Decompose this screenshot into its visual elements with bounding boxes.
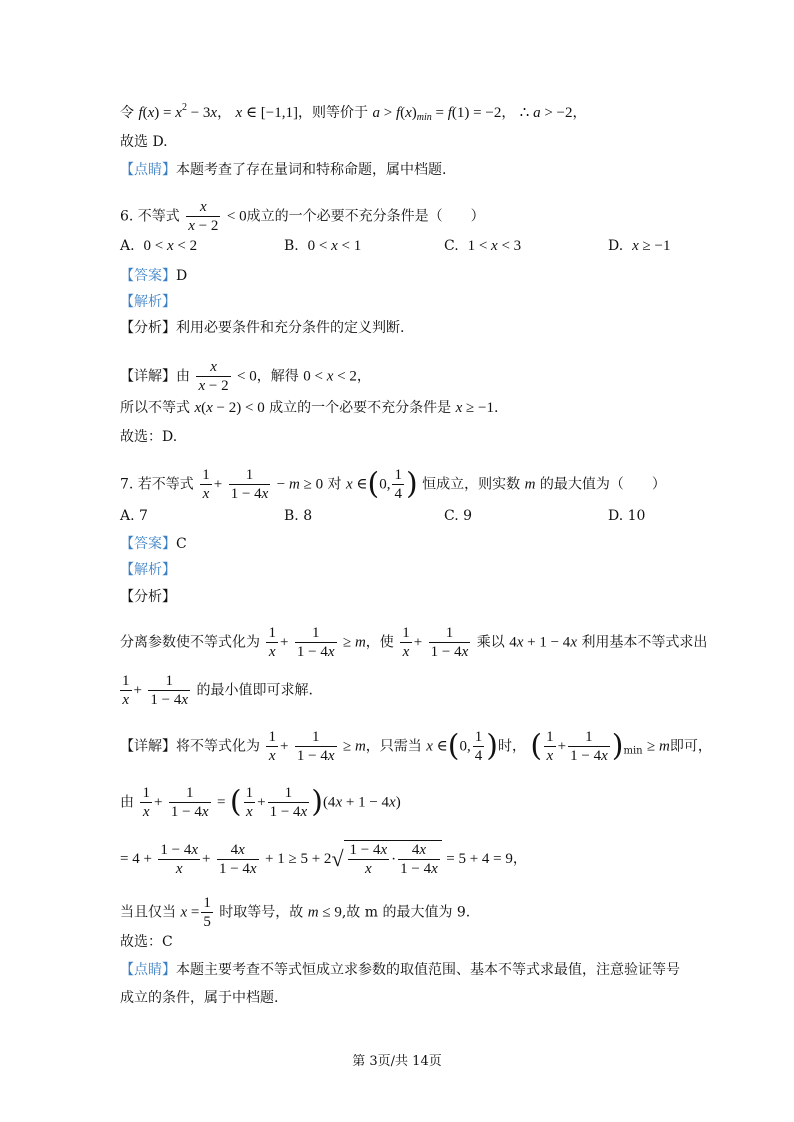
analysis-7-line1: 分离参数使不等式化为 $\frac{1}{x}$ + $\frac{1}{1 - 4x}$ ≥ m，使 $\frac{1}{x}$ + $\frac{1}{1 - 4x}$ 乘以 4x + 1 − 4x 利用基本不等式求出 [120, 625, 708, 660]
math: $f(x) = x^2 - 3x$ [138, 102, 218, 121]
jiexi-7: 【解析】 [120, 562, 176, 578]
option-d7: D. 10 [608, 508, 646, 524]
page-footer: 第 3页/共 14页 [352, 1054, 442, 1069]
answer-6: 【答案】D [120, 268, 188, 284]
option-a: A. 0 < x < 2 [120, 238, 198, 254]
line-3: 【点睛】本题考查了存在量词和特称命题，属中档题. [120, 162, 447, 178]
detail-6: 【详解】由 $\frac{x}{x - 2}$ < 0，解得 0 < x < 2， [120, 359, 371, 394]
detail-7: 【详解】将不等式化为 $\frac{1}{x}$ + $\frac{1}{1 - 4x}$ ≥ m，只需当 x ∈(0, $\frac{1}{4}$ )时， ( $\frac{1}{x}$ + $\frac{1}{1 - 4x}$ )$_{min} \ge m$即可， [120, 728, 712, 764]
choose-7: 故选：C [120, 934, 173, 950]
question-7: 7. 若不等式 $\frac{1}{x}$ + $\frac{1}{1 - 4x}$ − m ≥ 0 对 x ∈(0, $\frac{1}{4}$ ) 恒成立，则实数 m 的最大值为（ ） [120, 466, 666, 502]
option-a7: A. 7 [120, 508, 148, 524]
question-6: 6. 不等式 $\frac{x}{x - 2}$ < 0成立的一个必要不充分条件是（ ） [120, 199, 485, 234]
line-1: 令 $f(x) = x^2 - 3x$， x ∈ [−1,1]，则等价于 $a > f(x)_{min} = f(1) = -2$， ∴ a > −2， [120, 102, 587, 123]
option-c: C. 1 < x < 3 [444, 238, 522, 254]
comment-7-line1: 【点睛】本题主要考查不等式恒成立求参数的取值范围、基本不等式求最值，注意验证等号 [120, 962, 680, 978]
analysis-7-tag: 【分析】 [120, 589, 176, 605]
line-2: 故选 D. [120, 134, 168, 150]
answer-7: 【答案】C [120, 536, 187, 552]
comment-7-line2: 成立的条件，属于中档题. [120, 990, 279, 1006]
option-b7: B. 8 [284, 508, 313, 524]
option-b: B. 0 < x < 1 [284, 238, 362, 254]
conclusion-6: 所以不等式 x(x − 2) < 0 成立的一个必要不充分条件是 x ≥ −1. [120, 400, 499, 416]
option-d: D. x ≥ −1 [608, 238, 671, 254]
analysis-6: 【分析】利用必要条件和充分条件的定义判断. [120, 320, 405, 336]
option-c7: C. 9 [444, 508, 473, 524]
equality-condition: 当且仅当 x = $\frac{1}{5}$ 时取等号，故 m ≤ 9,故 m 的最大值为 9. [120, 895, 471, 930]
analysis-7-line2: $\frac{1}{x}$ + $\frac{1}{1 - 4x}$ 的最小值即可求解. [122, 673, 313, 708]
choose-6: 故选：D. [120, 429, 178, 445]
jiexi-6: 【解析】 [120, 294, 176, 310]
derivation-1: 由 $\frac{1}{x}$ + $\frac{1}{1 - 4x}$ = ( $\frac{1}{x}$ + $\frac{1}{1 - 4x}$ )(4x + 1 − 4x) [120, 784, 401, 820]
derivation-2: = 4 + $\frac{1 - 4x}{x}$ + $\frac{4x}{1 - 4x}$ + 1 ≥ 5 + 2√ $\frac{1 - 4x}{x}$ · $\frac{4x}{1 - 4x}$ = 5 + 4 = 9， [120, 841, 527, 877]
